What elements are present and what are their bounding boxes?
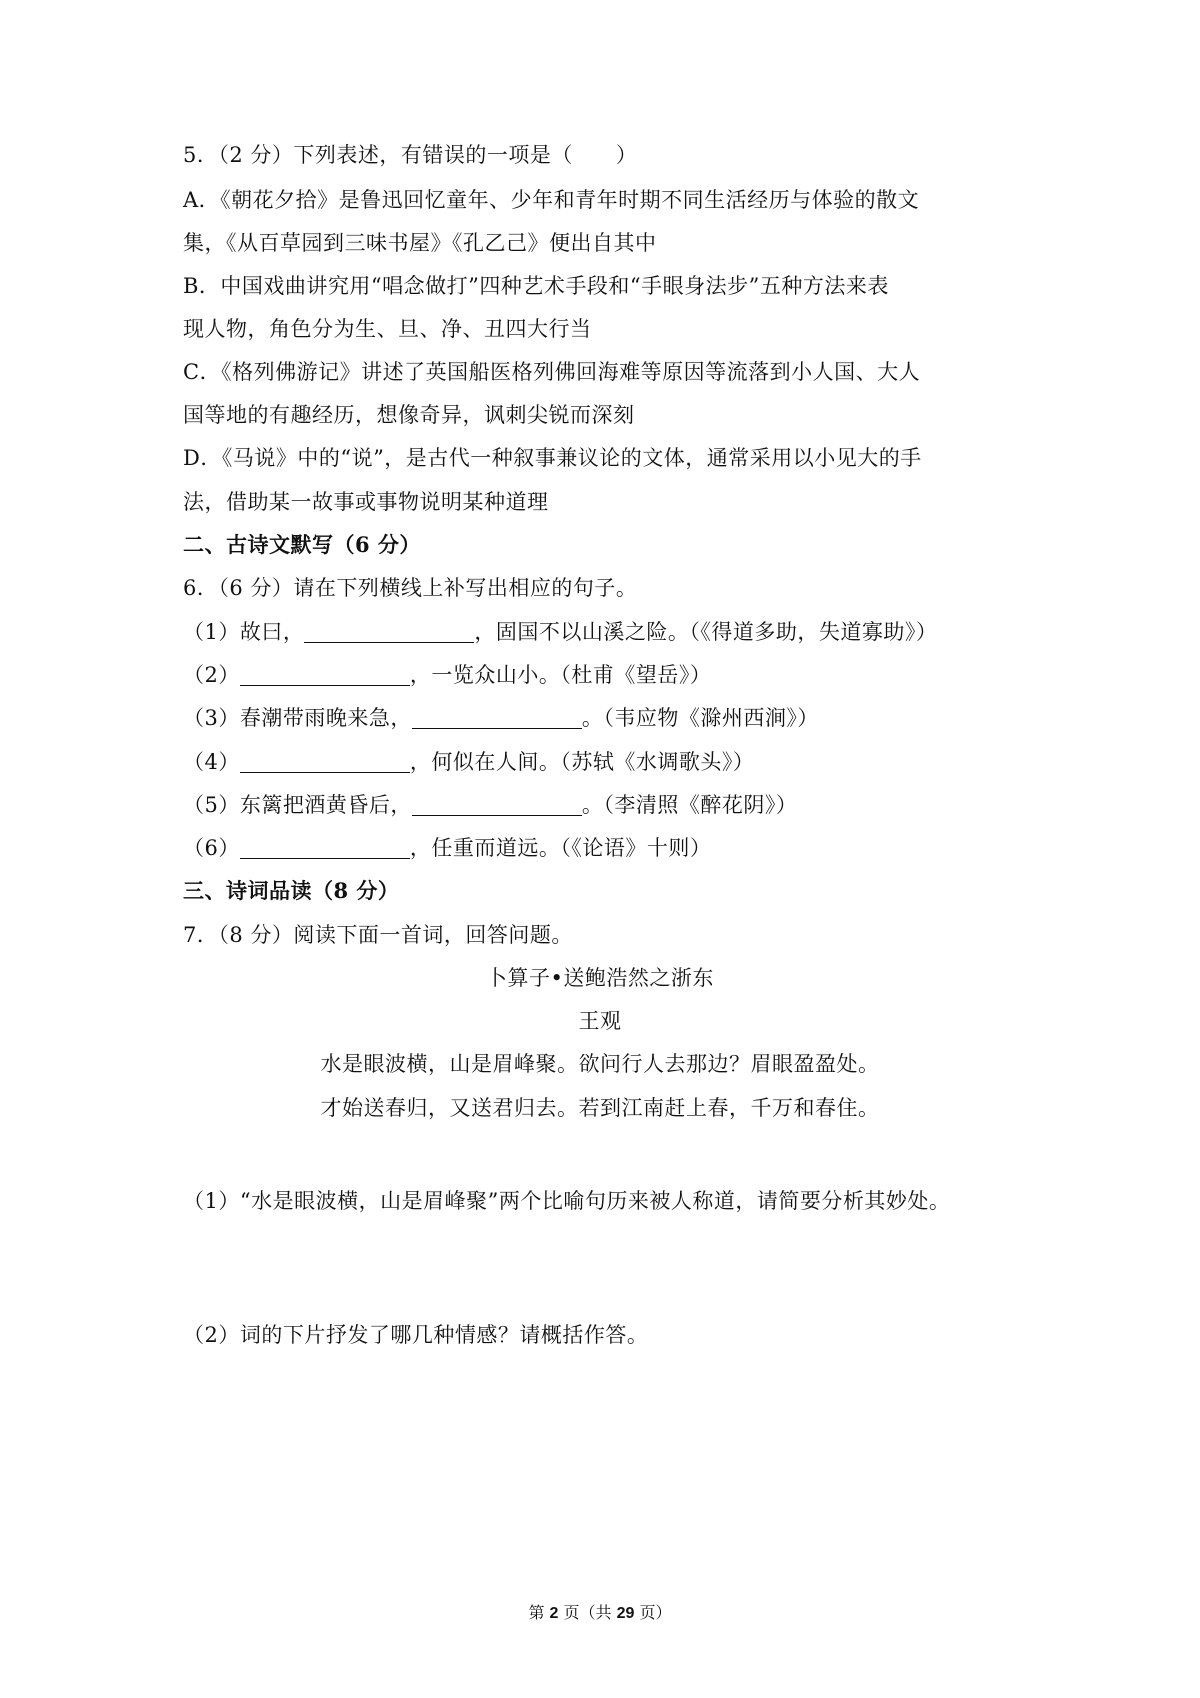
fill-item-suffix: 。（李清照《醉花阴》）: [581, 793, 798, 817]
fill-item-suffix: ，何似在人间。（苏轼《水调歌头》）: [409, 750, 755, 774]
fill-item-6: [183, 833, 711, 863]
fill-item-suffix: ，固国不以山溪之险。（《得道多助，失道寡助》）: [474, 620, 938, 644]
fill-item-suffix: ，一览众山小。（杜甫《望岳》）: [409, 663, 712, 687]
fill-item-suffix: 。（韦应物《滁州西涧》）: [581, 706, 819, 730]
fill-item-prefix: （4）: [183, 750, 240, 774]
fill-item-1: [183, 617, 937, 647]
q5-option-a-line1: A．《朝花夕拾》是鲁迅回忆童年、少年和青年时期不同生活经历与体验的散文: [183, 188, 920, 212]
poem-title: 卜算子•送鲍浩然之浙东: [486, 966, 714, 990]
fill-item-prefix: （5）东篱把酒黄昏后，: [183, 793, 412, 817]
q7-subquestion-2: （2）词的下片抒发了哪几种情感？请概括作答。: [183, 1323, 649, 1347]
answer-blank[interactable]: [304, 622, 474, 643]
q5-stem: 5．（2 分）下列表述，有错误的一项是（ ）: [183, 143, 638, 167]
q6-stem: 6．（6 分）请在下列横线上补写出相应的句子。: [183, 576, 638, 600]
q5-option-a-line2: 集，《从百草园到三味书屋》《孔乙己》便出自其中: [183, 231, 657, 255]
q5-option-b-line1: B．中国戏曲讲究用“唱念做打”四种艺术手段和“手眼身法步”五种方法来表: [183, 274, 889, 298]
footer-mid: 页（共: [558, 1603, 617, 1622]
page-footer: [0, 1602, 1200, 1625]
answer-blank[interactable]: [240, 665, 410, 686]
footer-page-number: 2: [549, 1605, 559, 1622]
poem-line-2: 才始送春归，又送君归去。若到江南赶上春，千万和春住。: [320, 1096, 880, 1120]
fill-item-prefix: （6）: [183, 836, 240, 860]
footer-total-pages: 29: [616, 1605, 635, 1622]
fill-item-prefix: （2）: [183, 663, 240, 687]
fill-item-prefix: （3）春潮带雨晚来急，: [183, 706, 412, 730]
fill-item-5: [183, 790, 797, 820]
q5-option-c-line1: C．《格列佛游记》讲述了英国船医格列佛回海难等原因等流落到小人国、大人: [183, 360, 921, 384]
poem-line-1: 水是眼波横，山是眉峰聚。欲问行人去那边？眉眼盈盈处。: [320, 1052, 880, 1076]
fill-item-4: [183, 747, 754, 777]
q5-option-d-line2: 法，借助某一故事或事物说明某种道理: [183, 490, 549, 514]
q5-option-b-line2: 现人物，角色分为生、旦、净、丑四大行当: [183, 317, 592, 341]
q7-subquestion-1: （1）“水是眼波横，山是眉峰聚”两个比喻句历来被人称道，请简要分析其妙处。: [183, 1189, 951, 1213]
q5-option-c-line2: 国等地的有趣经历，想像奇异，讽刺尖锐而深刻: [183, 403, 635, 427]
fill-item-3: [183, 703, 819, 733]
answer-blank[interactable]: [412, 708, 582, 729]
q5-option-d-line1: D．《马说》中的“说”，是古代一种叙事兼议论的文体，通常采用以小见大的手: [183, 446, 922, 470]
fill-item-prefix: （1）故曰，: [183, 620, 305, 644]
footer-suffix: 页）: [634, 1603, 672, 1622]
q7-stem: 7．（8 分）阅读下面一首词，回答问题。: [183, 923, 573, 947]
answer-blank[interactable]: [240, 752, 410, 773]
footer-prefix: 第: [528, 1603, 550, 1622]
fill-item-2: [183, 660, 711, 690]
fill-item-suffix: ，任重而道远。（《论语》十则）: [409, 836, 712, 860]
section-heading-recitation: 二、古诗文默写（6 分）: [183, 532, 421, 557]
answer-blank[interactable]: [412, 795, 582, 816]
poem-author: 王观: [578, 1009, 622, 1033]
section-heading-poetry: 三、诗词品读（8 分）: [183, 878, 400, 903]
answer-blank[interactable]: [240, 838, 410, 859]
